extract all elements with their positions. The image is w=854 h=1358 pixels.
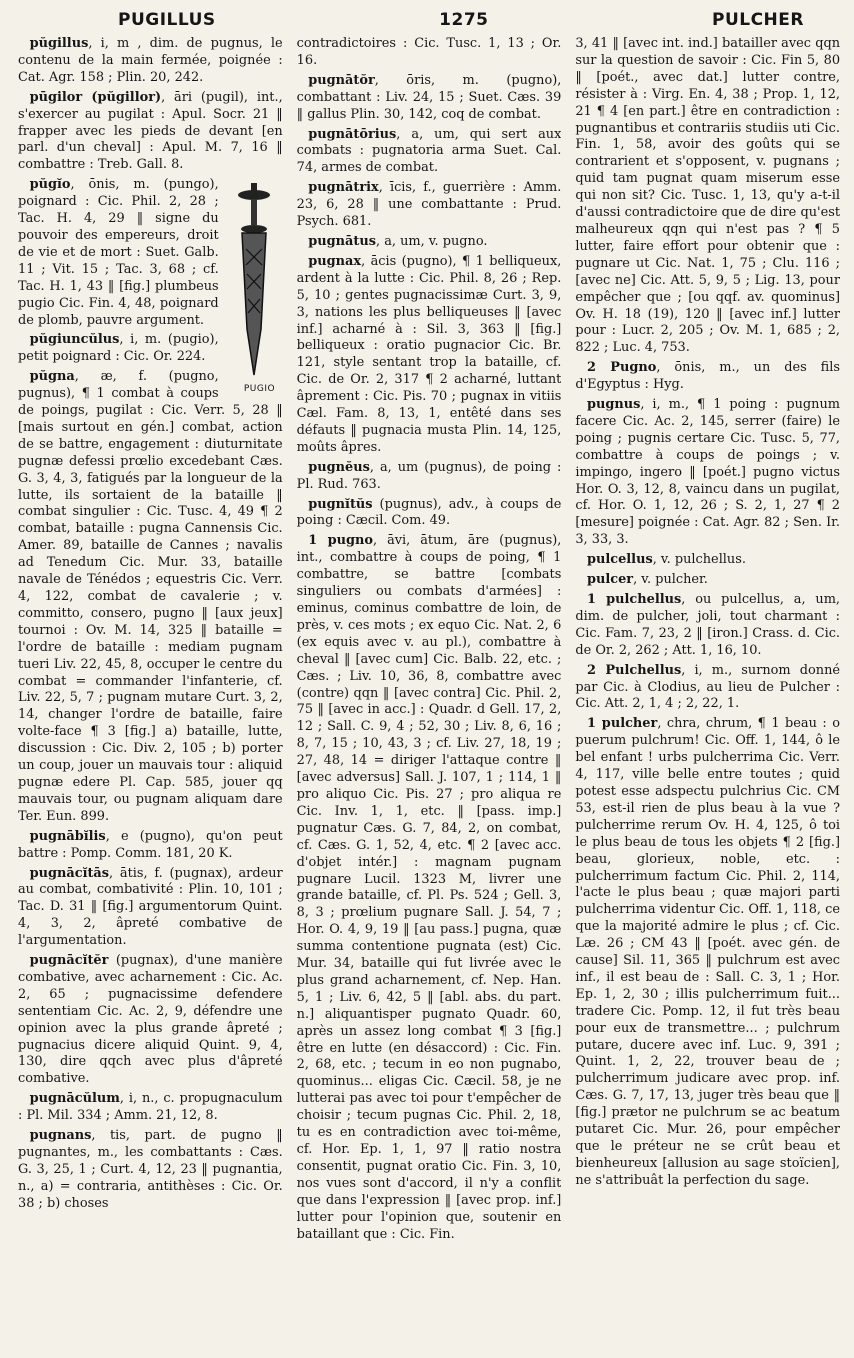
headword: pugnus <box>586 397 641 413</box>
headword: pugnax <box>308 253 362 269</box>
entry-definition: , ātis, f. (pugnax), ardeur au combat, combativité : Plin. 10, 101 ; Tac. D. 31 ‖ [fig.] argumentorum Quint. 4, 3, 2, âpreté combative de l'argumentation. <box>18 865 283 949</box>
entry-definition: , i, m. (pugio), petit poignard : Cic. Or. 224. <box>18 332 219 365</box>
dictionary-entry <box>575 36 840 357</box>
entry-definition: (pugnax), d'une manière combative, avec acharnement : Cic. Ac. 2, 65 ; pugnacissime defendere sententiam Cic. Ac. 2, 9, défendre une opinion avec la plus grande âpreté ; pugnacius dicere aliquid Quint. 9, 4, 130, dire qqch avec plus d'âpreté combative. <box>18 953 283 1087</box>
dictionary-entry <box>297 73 562 124</box>
headword: pūgilor (pŭgillor) <box>29 89 162 105</box>
headword: pŭgiuncŭlus <box>29 332 120 348</box>
dictionary-entry <box>575 397 840 549</box>
page-header <box>18 10 840 36</box>
dictionary-entry <box>297 254 562 457</box>
headword: pŭgĭo <box>29 177 71 193</box>
entry-definition: , ācis (pugno), ¶ 1 belliqueux, ardent à la lutte : Cic. Phil. 8, 26 ; Rep. 5, 10 ; gentes pugnacissimæ Curt. 3, 9, 3, nations les plus belliqueuses ‖ [avec inf.] acharné à : Sil. 3, 363 ‖ [fig.] belliqueux : oratio pugnacior Cic. Br. 121, style sentant trop la bataille, cf. Cic. de Or. 2, 317 ¶ 2 acharné, luttant âprement : Cic. Pis. 70 ; pugnax in vitiis Cæl. Fam. 8, 13, 1, entêté dans ses défauts ‖ pugnacia musta Plin. 14, 125, moûts âpres. <box>296 253 562 455</box>
headword: pugnans <box>29 1128 92 1144</box>
headword: pulcer <box>586 572 634 588</box>
dictionary-entry <box>575 360 840 394</box>
entry-definition: , chra, chrum, ¶ 1 beau : o puerum pulchrum! Cic. Off. 1, 144, ô le bel enfant ! urbs pulcherrima Cic. Verr. 4, 117, ville belle entre toutes ; quid potest esse adspectu pulchrius Cic. CM 53, est-il rien de plus beau à la vue ? pulcherrime rerum Ov. H. 4, 125, ô toi le plus beau de tous les objets ¶ 2 [fig.] beau, glorieux, noble, etc. : pulcherrimum factum Cic. Phil. 2, 114, l'acte le plus beau ; quæ majori parti pulcherrima videntur Cic. Off. 1, 118, ce que la majorité admire le plus ; cf. Cic. Læ. 26 ; CM 43 ‖ [poét. avec gén. de cause] Sil. 11, 365 ‖ pulchrum est avec inf., il est beau de : Sall. C. 3, 1 ; Hor. Ep. 1, 2, 30 ; illis pulcherrimum fuit... tradere Cic. Pomp. 12, il fut très beau pour eux de transmettre... ; pulchrum putare, ducere avec inf. Luc. 9, 391 ; Quint. 1, 2, 22, trouver beau de ; pulcherrimum judicare avec prop. inf. Cæs. G. 7, 17, 13, juger très beau que ‖ [fig.] prætor ne pulchrum se ac beatum putaret Cic. Mur. 26, pour empêcher que le préteur ne se crût beau et bienheureux [allusion au sage stoïcien], ne s'attribuât la perfection du sage. <box>575 716 840 1188</box>
header-right-guideword: PULCHER <box>711 10 804 30</box>
headword: 2 Pulchellus <box>586 662 682 678</box>
headword: 1 pulcher <box>586 716 658 732</box>
entry-definition: , īcis, f., guerrière : Amm. 23, 6, 28 ‖ une combattante : Prud. Psych. 681. <box>296 180 562 230</box>
columns <box>18 36 840 1346</box>
entry-definition: , āvi, ātum, āre (pugnus), int., combattre à coups de poing, ¶ 1 combattre, se battre [combats singuliers ou combats d'armées] : eminus, cominus combattre de loin, de près, v. ces mots ; ex equo Cic. Nat. 2, 6 (ex equis avec v. au pl.), combattre à cheval ‖ [avec cum] Cic. Balb. 22, etc. ; Cæs. ; Liv. 10, 36, 8, combattre avec (contre) qqn ‖ [avec contra] Cic. Phil. 2, 75 ‖ [avec in acc.] : Quadr. d Gell. 17, 2, 12 ; Sall. C. 9, 4 ; 52, 30 ; Liv. 8, 6, 16 ; 8, 7, 15 ; 10, 43, 3 ; cf. Liv. 27, 18, 19 ; 27, 48, 14 = diriger l'attaque contre ‖ [avec adversus] Sall. J. 107, 1 ; 114, 1 ‖ pro aliquo Cic. Pis. 27 ; pro aliqua re Cic. Inv. 1, 1, etc. ‖ [pass. imp.] pugnatur Cæs. G. 7, 84, 2, on combat, cf. Cæs. G. 1, 52, 4, etc. ¶ 2 [avec acc. d'objet intér.] : magnam pugnam pugnare Lucil. 1323 M, livrer une grande bataille, cf. Pl. Ps. 524 ; Gell. 3, 8, 3 ; prœlium pugnare Sall. J. 54, 7 ; Hor. O. 4, 9, 19 ‖ [au pass.] pugna, quæ summa contentione pugnata (est) Cic. Mur. 34, bataille qui fut livrée avec le plus grand acharnement, cf. Nep. Han. 5, 1 ; Liv. 6, 42, 5 ‖ [abl. abs. du part. n.] aliquantisper pugnato Quadr. 60, après un assez long combat ¶ 3 [fig.] être en lutte (en désaccord) : Cic. Fin. 2, 68, etc. ; tecum in eo non pugnabo, quominus... eligas Cic. Cæcil. 58, je ne lutterai pas avec toi pour t'empêcher de choisir ; tecum pugnas Cic. Phil. 2, 18, tu es en contradiction avec toi-même, cf. Hor. Ep. 1, 1, 97 ‖ ratio nostra consentit, pugnat oratio Cic. Fin. 3, 10, nos vues sont d'accord, il n'y a conflit que dans l'expression ‖ [avec prop. inf.] lutter pour l'opinion que, soutenir en bataillant que : Cic. Fin. <box>296 533 562 1242</box>
dagger-icon <box>234 179 274 379</box>
headword: pugnābĭlis <box>29 828 106 844</box>
header-left-guideword: PUGILLUS <box>118 10 216 30</box>
dictionary-entry <box>575 663 840 714</box>
page-number: 1275 <box>439 10 489 30</box>
entry-definition: , v. pulchellus. <box>652 552 746 568</box>
headword: 1 pugno <box>308 533 373 549</box>
entry-definition: , a, um (pugnus), de poing : Pl. Rud. 763. <box>296 459 562 492</box>
dictionary-entry <box>297 497 562 531</box>
entry-definition: , a, um, qui sert aux combats : pugnatoria arma Suet. Cal. 74, armes de combat. <box>296 126 562 176</box>
entry-definition: , e (pugno), qu'on peut battre : Pomp. Comm. 181, 20 K. <box>18 828 283 861</box>
dictionary-entry <box>18 829 283 863</box>
dictionary-entry <box>297 533 562 1243</box>
dictionary-entry <box>575 552 840 569</box>
entry-definition: , æ, f. (pugno, pugnus), ¶ 1 combat à coups de poings, pugilat : Cic. Verr. 5, 28 ‖ [mais surtout en gén.] combat, action de se battre, engagement : diuturnitate pugnæ defessi prœlio excedebant Cæs. G. 3, 4, 3, fatigués par la longueur de la lutte, ils sortaient de la bataille ‖ combat singulier : Cic. Tusc. 4, 49 ¶ 2 combat, bataille : pugna Cannensis Cic. Amer. 89, bataille de Cannes ; navalis ad Tenedum Cic. Mur. 33, bataille navale de Ténédos ; equestris Cic. Verr. 4, 122, combat de cavalerie ; v. committo, consero, pugno ‖ [aux jeux] tournoi : Ov. M. 14, 325 ‖ bataille = l'ordre de bataille : mediam pugnam tueri Liv. 22, 45, 8, occuper le centre du combat = commander l'infanterie, cf. Liv. 22, 5, 7 ; pugnam mutare Curt. 3, 2, 14, changer l'ordre de bataille, faire volte-face ¶ 3 [fig.] a) bataille, lutte, discussion : Cic. Div. 2, 105 ; b) porter un coup, jouer un mauvais tour : aliquid pugnæ edere Pl. Cap. 585, jouer qq mauvais tour, ou pugnam aliquam dare Ter. Eun. 899. <box>18 369 283 824</box>
figure-caption: PUGIO <box>243 384 276 395</box>
headword: pugnātōrius <box>308 126 397 142</box>
headword: 1 pulchellus <box>586 592 682 607</box>
entry-definition: , i, n., c. propugnaculum : Pl. Mil. 334 ; Amm. 21, 12, 8. <box>18 1091 283 1124</box>
entry-definition: , ōris, m. (pugno), combattant : Liv. 24, 15 ; Suet. Cæs. 39 ‖ gallus Plin. 30, 142, coq de combat. <box>296 72 562 122</box>
entry-definition: , i, m., surnom donné par Cic. à Clodius, au lieu de Pulcher : Cic. Att. 2, 1, 4 ; 2, 22, 1. <box>575 662 840 712</box>
headword: pugnācĭtās <box>29 865 110 881</box>
dictionary-entry <box>297 234 562 251</box>
dictionary-entry <box>297 180 562 231</box>
entry-definition: , ou pulcellus, a, um, dim. de pulcher, joli, tout charmant : Cic. Fam. 7, 23, 2 ‖ [iron.] Crass. d. Cic. de Or. 2, 262 ; Att. 1, 16, 10. <box>575 592 840 658</box>
headword: pŭgillus <box>29 36 89 51</box>
headword: pugnātŏr <box>308 72 375 88</box>
entry-definition: (pugnus), adv., à coups de poing : Cæcil. Com. 49. <box>296 496 562 529</box>
column-2 <box>297 36 562 1346</box>
dictionary-entry <box>297 36 562 70</box>
headword: pugnĕus <box>308 459 370 475</box>
dagger-illustration <box>225 179 283 397</box>
entry-definition: , ōnis, m. (pungo), poignard : Cic. Phil. 2, 28 ; Tac. H. 4, 29 ‖ signe du pouvoir des empereurs, droit de vie et de mort : Suet. Galb. 11 ; Vit. 15 ; Tac. 3, 68 ; cf. Tac. H. 1, 43 ‖ [fig.] plumbeus pugio Cic. Fin. 4, 48, poignard de plomb, pauvre argument. <box>18 177 219 328</box>
dictionary-entry <box>18 90 283 175</box>
dictionary-entry <box>18 953 283 1088</box>
entry-definition: , v. pulcher. <box>633 572 708 588</box>
headword: pugnācŭlum <box>29 1091 120 1107</box>
headword: 2 Pugno <box>586 360 657 376</box>
column-1 <box>18 36 283 1346</box>
entry-definition: , i, m., ¶ 1 poing : pugnum facere Cic. Ac. 2, 145, serrer (faire) le poing ; pugnis certare Cic. Tusc. 5, 77, combattre à coups de poings ; v. impingo, ingero ‖ [poét.] pugno victus Hor. O. 3, 12, 8, vaincu dans un pugilat, cf. Hor. O. 1, 12, 26 ; S. 2, 1, 27 ¶ 2 [mesure] poignée : Cat. Agr. 82 ; Sen. Ir. 3, 33, 3. <box>575 397 840 548</box>
dictionary-entry <box>18 1091 283 1125</box>
headword: pugnātrix <box>308 180 379 196</box>
headword: pulcellus <box>586 552 653 568</box>
entry-definition: , a, um, v. pugno. <box>376 233 488 249</box>
headword: pŭgna <box>29 369 75 385</box>
entry-definition: contradictoires : Cic. Tusc. 1, 13 ; Or. 16. <box>296 36 562 68</box>
dictionary-entry <box>575 716 840 1189</box>
dictionary-entry <box>297 127 562 178</box>
entry-definition: 3, 41 ‖ [avec int. ind.] batailler avec qqn sur la question de savoir : Cic. Fin 5, 80 ‖ [poét., avec dat.] lutter contre, résister à : Virg. En. 4, 38 ; Prop. 1, 12, 21 ¶ 4 [en part.] être en contradiction : pugnantibus et contrariis studiis uti Cic. Fin. 1, 58, avoir des goûts qui se contrarient et s'opposent, v. pugnans ; quid tam pugnat quam miserum esse qui non sit? Cic. Tusc. 1, 13, qu'y a-t-il d'aussi contradictoire que de dire qu'est malheureux qqn qui n'est pas ? ¶ 5 lutter, faire effort pour obtenir que : pugnare ut Cic. Nat. 1, 75 ; Clu. 116 ; [avec ne] Cic. Att. 5, 9, 5 ; Lig. 13, pour empêcher que ; [ou qqf. av. quominus] Ov. H. 18 (19), 120 ‖ [avec inf.] lutter pour : Lucr. 2, 205 ; Ov. M. 1, 685 ; 2, 822 ; Luc. 4, 753. <box>575 36 840 356</box>
dictionary-entry <box>575 592 840 660</box>
dictionary-entry <box>18 369 283 825</box>
dictionary-entry <box>297 460 562 494</box>
headword: pugnācĭtĕr <box>29 953 109 969</box>
headword: pugnĭtŭs <box>308 496 373 512</box>
column-3 <box>575 36 840 1346</box>
dictionary-entry <box>575 572 840 589</box>
dictionary-entry <box>18 1128 283 1213</box>
entry-definition: , i, m , dim. de pugnus, le contenu de la main fermée, poignée : Cat. Agr. 158 ; Plin. 20, 242. <box>18 36 283 85</box>
entry-definition: , tis, part. de pugno ‖ pugnantes, m., les combattants : Cæs. G. 3, 25, 1 ; Curt. 4, 12, 23 ‖ pugnantia, n., a) = contraria, antithèses : Cic. Or. 38 ; b) choses <box>18 1128 283 1211</box>
dictionary-entry <box>18 36 283 87</box>
entry-definition: , ōnis, m., un des fils d'Egyptus : Hyg. <box>575 360 840 393</box>
entry-definition: , āri (pugil), int., s'exercer au pugilat : Apul. Socr. 21 ‖ frapper avec les pieds de devant [en parl. d'un cheval] : Apul. M. 7, 16 ‖ combattre : Treb. Gall. 8. <box>18 89 283 173</box>
dictionary-entry <box>18 866 283 951</box>
headword: pugnātus <box>308 233 376 249</box>
